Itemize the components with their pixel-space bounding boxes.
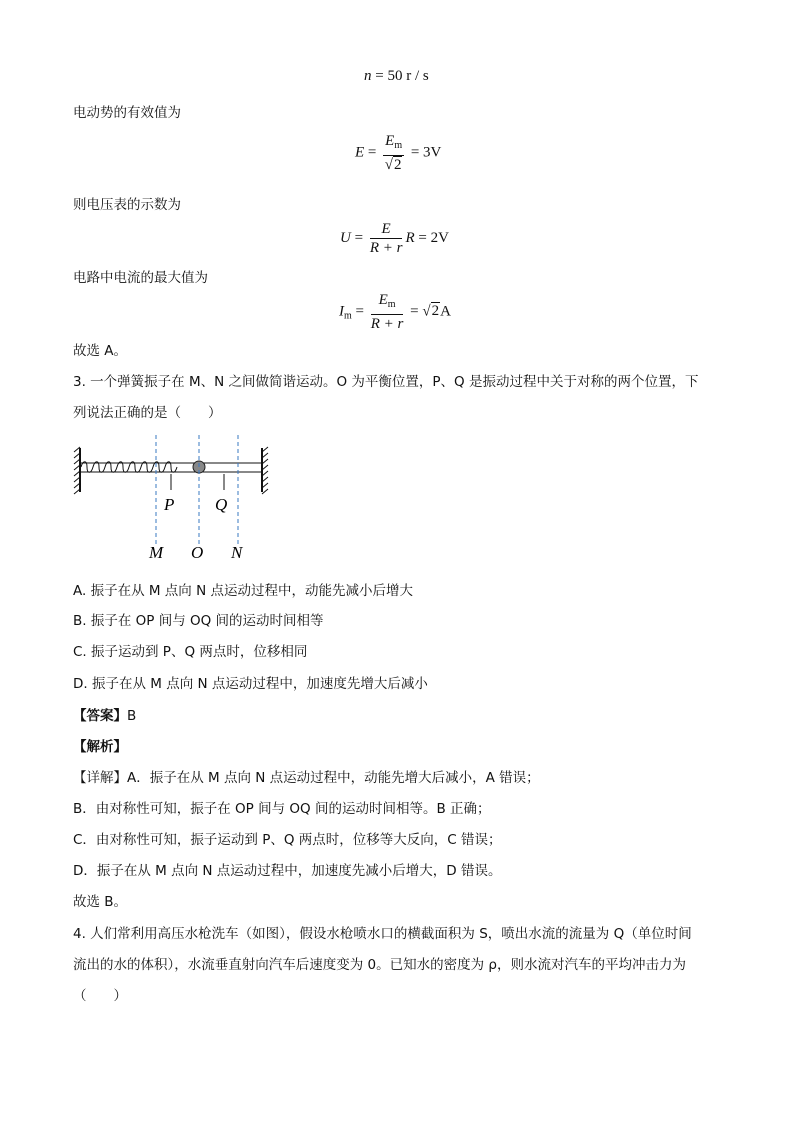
eq-i-unit: A xyxy=(440,303,451,320)
eq-i-num: E xyxy=(378,292,388,308)
q3-stem-line2: 列说法正确的是（ ） xyxy=(73,405,222,421)
q3-detail-b: B．由对称性可知，振子在 OP 间与 OQ 间的运动时间相等。B 正确； xyxy=(73,801,491,817)
eq-e-num-sub: m xyxy=(394,140,403,151)
eq-i-num-sub: m xyxy=(387,299,396,310)
eq-u-num: E xyxy=(370,221,403,239)
text-emf-effective: 电动势的有效值为 xyxy=(73,105,181,121)
eq-n-op: = 50 xyxy=(371,68,403,84)
q4-stem-line3: （ ） xyxy=(73,988,127,1004)
q3-conclusion: 故选 B。 xyxy=(73,894,128,910)
eq-e-num: E xyxy=(385,133,395,149)
q3-option-d: D. 振子在从 M 点向 N 点运动过程中，加速度先增大后减小 xyxy=(73,676,428,692)
eq-i-fraction xyxy=(371,292,404,332)
label-P: P xyxy=(164,495,175,514)
eq-n-unit: r / s xyxy=(406,68,429,84)
spring-oscillator-figure xyxy=(70,430,280,570)
answer-previous-question: 故选 A。 xyxy=(73,343,128,359)
q3-analysis-tag: 【解析】 xyxy=(73,739,127,755)
text-voltmeter-reading: 则电压表的示数为 xyxy=(73,197,181,213)
eq-n-lhs: n xyxy=(364,68,372,84)
label-O: O xyxy=(191,543,204,562)
equation-max-current: $I_m$ = $\frac{E_m}{R + r}$ = √2A xyxy=(339,292,451,332)
eq-u-fraction xyxy=(370,221,403,256)
q3-stem-line1: 3. 一个弹簧振子在 M、N 之间做简谐运动。O 为平衡位置，P、Q 是振动过程中关于对称的两个位置，下 xyxy=(73,374,699,390)
eq-e-fraction: $\frac{E_m}{√2}$ xyxy=(384,133,403,173)
q4-stem-line1: 4. 人们常利用高压水枪洗车（如图），假设水枪喷水口的横截面积为 S，喷出水流的流量为 Q（单位时间 xyxy=(73,926,692,942)
text-max-current: 电路中电流的最大值为 xyxy=(73,270,208,286)
label-M: M xyxy=(149,543,164,562)
eq-e-rhs: = 3V xyxy=(410,144,442,161)
eq-e-lhs: E xyxy=(355,144,365,161)
eq-i-root: 2 xyxy=(431,303,440,320)
q3-option-c: C. 振子运动到 P、Q 两点时，位移相同 xyxy=(73,644,308,660)
q3-detail-a: 【详解】A．振子在从 M 点向 N 点运动过程中，动能先增大后减小，A 错误； xyxy=(73,770,540,786)
q3-detail-d: D．振子在从 M 点向 N 点运动过程中，加速度先减小后增大，D 错误。 xyxy=(73,863,502,879)
q3-option-a: A. 振子在从 M 点向 N 点运动过程中，动能先减小后增大 xyxy=(73,583,413,599)
equation-emf: E = $\frac{E_m}{√2}$ = 3V xyxy=(355,133,442,173)
label-N: N xyxy=(231,543,243,562)
eq-i-den: R + r xyxy=(370,316,404,332)
q4-stem-line2: 流出的水的体积），水流垂直射向汽车后速度变为 0。已知水的密度为 ρ，则水流对汽车的平均冲击力为 xyxy=(73,957,686,973)
answer-tag: 【答案】 xyxy=(73,708,127,724)
eq-i-lhs: I xyxy=(339,303,344,320)
eq-i-lhs-sub: m xyxy=(344,310,352,322)
eq-u-rhs: = 2V xyxy=(418,229,449,246)
q3-detail-c: C．由对称性可知，振子运动到 P、Q 两点时，位移等大反向，C 错误； xyxy=(73,832,502,848)
q3-option-b: B. 振子在 OP 间与 OQ 间的运动时间相等 xyxy=(73,613,324,629)
equation-rotation-speed xyxy=(364,68,429,85)
equation-voltage: U = $\frac{E}{R + r}$ R = 2V xyxy=(340,221,449,256)
eq-u-mult: R xyxy=(405,229,415,246)
eq-e-den-root: 2 xyxy=(393,157,402,173)
label-Q: Q xyxy=(215,495,228,514)
answer-value: B xyxy=(127,708,137,724)
eq-u-lhs: U xyxy=(340,229,351,246)
eq-u-den: R + r xyxy=(369,240,403,256)
q3-answer xyxy=(73,704,136,724)
